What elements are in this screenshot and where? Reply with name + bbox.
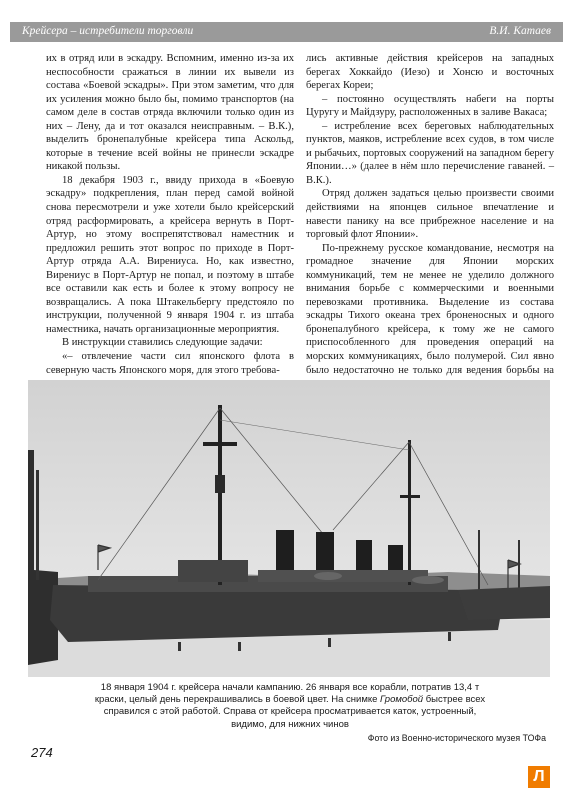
caption-ship-name: Громобой [380,694,424,706]
running-header [10,22,563,42]
right-text-column [306,52,554,391]
paragraph: По-прежнему русское командование, несмотря на громадное значение для Японии морских коммуникаций, тем не менее не уделило должного внимания борьбе с коммерческими и военными перевозками противника. Выделение из состава эскадры Тихого океана трех броненосных и одного бронепалубного крейсера, к тому же не самого приспособленного для проведения операций на морских коммуникациях, было полумерой. Сил явно было недостаточно не только для ведения борьбы на [306,242,554,376]
paragraph: В инструкции ставились следующие задачи: [62,337,263,349]
paragraph: – истребление всех береговых наблюдательных пунктов, маяков, истребление всех судов, в том числе и рыбачьих, портовых сооружений на западном берегу Японии…» (далее в нём шло перечисление гаваней. – В.К.). [306,120,554,186]
paragraph: 18 декабря 1903 г., ввиду прихода в «Боевую эскадру» подкрепления, план перед самой войной снова пересмотрели и уже хотели было крейсерский отряд расформировать, а крейсера вернуть в Порт-Артур, но этому воспрепятствовал наместник и предложил решить этот вопрос по приходе в Порт-Артур отряда А.А. Вирениуса. Но, как известно, Вирениус в Порт-Артур не попал, и поэтому в штабе все оставили как есть и более к этому вопросу не возвращались. А пока Штакельбергу предстояло по инструкции, полученной 9 января 1904 г. из штаба наместника, начать организационные мероприятия. [46,174,294,335]
photo-credit: Фото из Военно-исторического музея ТОФа [367,733,546,743]
left-text-column [46,52,294,377]
paragraph: лись активные действия крейсеров на западных берегах Хоккайдо (Иезо) и Хонсю и восточных берегах Кореи; [306,53,554,92]
caption-part1: 18 января 1904 г. крейсера начали кампанию. 26 января все корабли, потратив 13,4 т краски, целый день перекрашивались в боевой цвет. На снимке [94,682,480,706]
photo-caption [90,682,490,731]
paragraph: Отряд должен задаться целью произвести своими действиями на японцев сильное впечатление и навести панику на все прибрежное население и на торговый флот Японии». [306,188,554,241]
caption-part2: быстрее всех справился с этой работой. Справа от крейсера просматривается каток, устроенный, видимо, для нижних чинов [103,694,486,730]
paragraph: «– отвлечение части сил японского флота в северную часть Японского моря, для этого требова- [46,351,294,376]
paragraph: их в отряд или в эскадру. Вспомним, именно из-за их неспособности сражаться в линии их вывели из состава «Боевой эскадры». При этом заметим, что для их усиления можно было бы, помимо транспортов (на самом деле в состав отряда включили только один из них – Лену, да и тот оказался неисправным. – В.К.), выделить бронепалубные крейсера типа Аскольд, которые в течение всей войны не принесли эскадре никакой пользы. [46,53,294,173]
header-author: В.И. Катаев [489,25,551,37]
cruiser-photo [28,380,550,677]
cruiser-photo-illustration [28,380,550,677]
header-book-title: Крейсера – истребители торговли [22,25,194,37]
paragraph: – постоянно осуществлять набеги на порты Цуругу и Майдзуру, расположенных в заливе Вакаса; [306,93,554,119]
publisher-logo-icon: Л [528,766,550,788]
page-number: 274 [31,745,53,760]
